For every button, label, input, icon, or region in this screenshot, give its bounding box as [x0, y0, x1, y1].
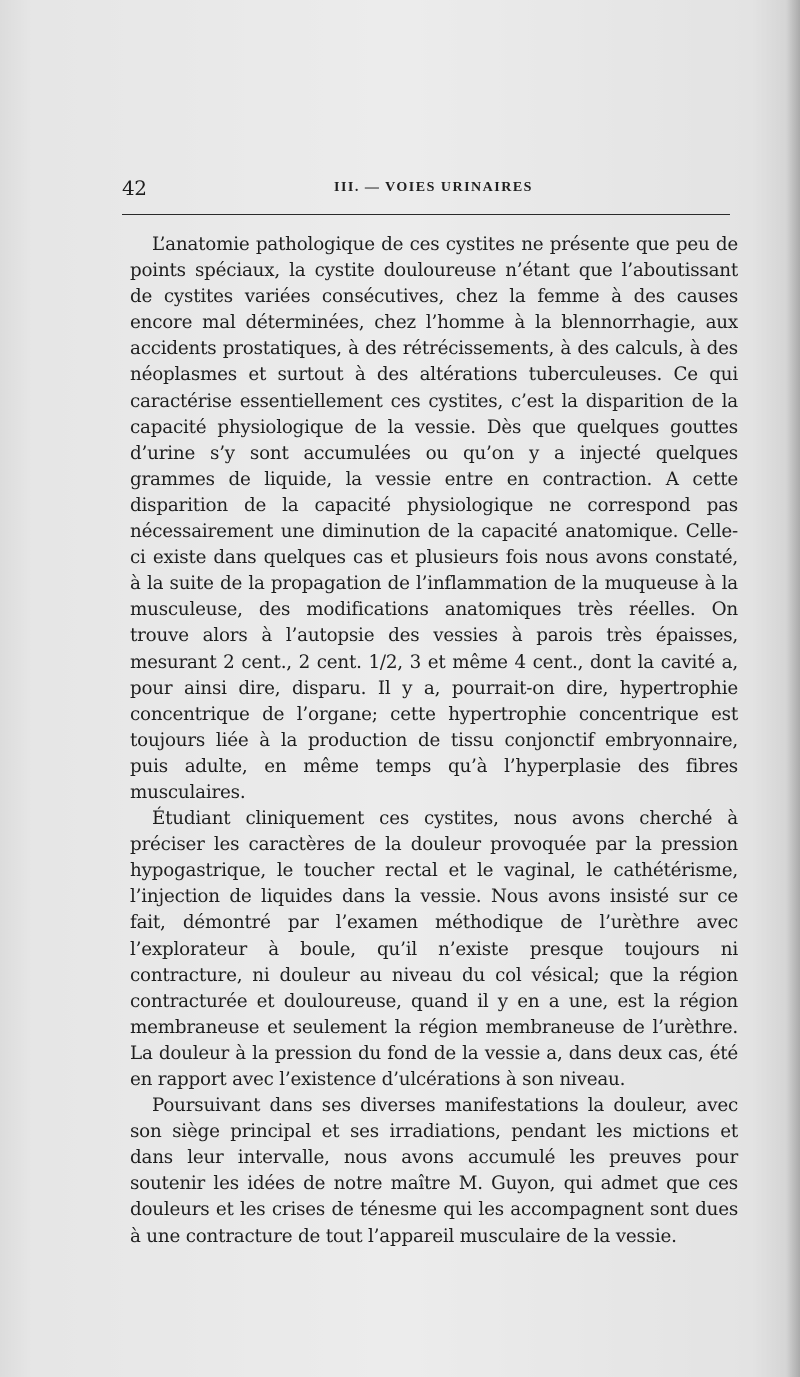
page-header [122, 176, 732, 200]
body-text [130, 232, 738, 1250]
page-edge-shadow [786, 0, 800, 1377]
running-head: III. — VOIES URINAIRES [334, 180, 533, 195]
page-number: 42 [122, 176, 147, 200]
header-rule [122, 214, 730, 215]
paragraph-2: Étudiant cliniquement ces cystites, nous avons cherché à préciser les caractères de la douleur provoquée par la pression hypogastrique, le toucher rectal et le vaginal, le cathétérisme, l’injection de liquides dans la vessie. Nous avons insisté sur ce fait, démontré par l’examen méthodique de l’urèthre avec l’explorateur à boule, qu’il n’existe presque toujours ni contracture, ni douleur au niveau du col vésical; que la région contracturée et douloureuse, quand il y en a une, est la région membraneuse et seulement la région membraneuse de l’urèthre. La douleur à la pression du fond de la vessie a, dans deux cas, été en rapport avec l’existence d’ulcérations à son niveau. [130, 808, 738, 1090]
paragraph-3: Poursuivant dans ses diverses manifestations la douleur, avec son siège principal et ses irradiations, pendant les mictions et dans leur intervalle, nous avons accumulé les preuves pour soutenir les idées de notre maître M. Guyon, qui admet que ces douleurs et les crises de ténesme qui les accompagnent sont dues à une contracture de tout l’appareil musculaire de la vessie. [130, 1095, 738, 1247]
paragraph-1: L’anatomie pathologique de ces cystites ne présente que peu de points spéciaux, la cystite douloureuse n’étant que l’aboutissant de cystites variées consécutives, chez la femme à des causes encore mal déterminées, chez l’homme à la blennorrhagie, aux accidents prostatiques, à des rétrécissements, à des calculs, à des néoplasmes et surtout à des altérations tuberculeuses. Ce qui caractérise essentiellement ces cystites, c’est la disparition de la capacité physiologique de la vessie. Dès que quelques gouttes d’urine s’y sont accumulées ou qu’on y a injecté quelques grammes de liquide, la vessie entre en contraction. A cette disparition de la capacité physiologique ne correspond pas nécessairement une diminution de la capacité anatomique. Celle-ci existe dans quelques cas et plusieurs fois nous avons constaté, à la suite de la propagation de l’inflammation de la muqueuse à la musculeuse, des modifications anatomiques très réelles. On trouve alors à l’autopsie des vessies à parois très épaisses, mesurant 2 cent., 2 cent. 1/2, 3 et même 4 cent., dont la cavité a, pour ainsi dire, disparu. Il y a, pourrait-on dire, hypertrophie concentrique de l’organe; cette hypertrophie concentrique est toujours liée à la production de tissu conjonctif embryonnaire, puis adulte, en même temps qu’à l’hyperplasie des fibres musculaires. [130, 234, 738, 803]
